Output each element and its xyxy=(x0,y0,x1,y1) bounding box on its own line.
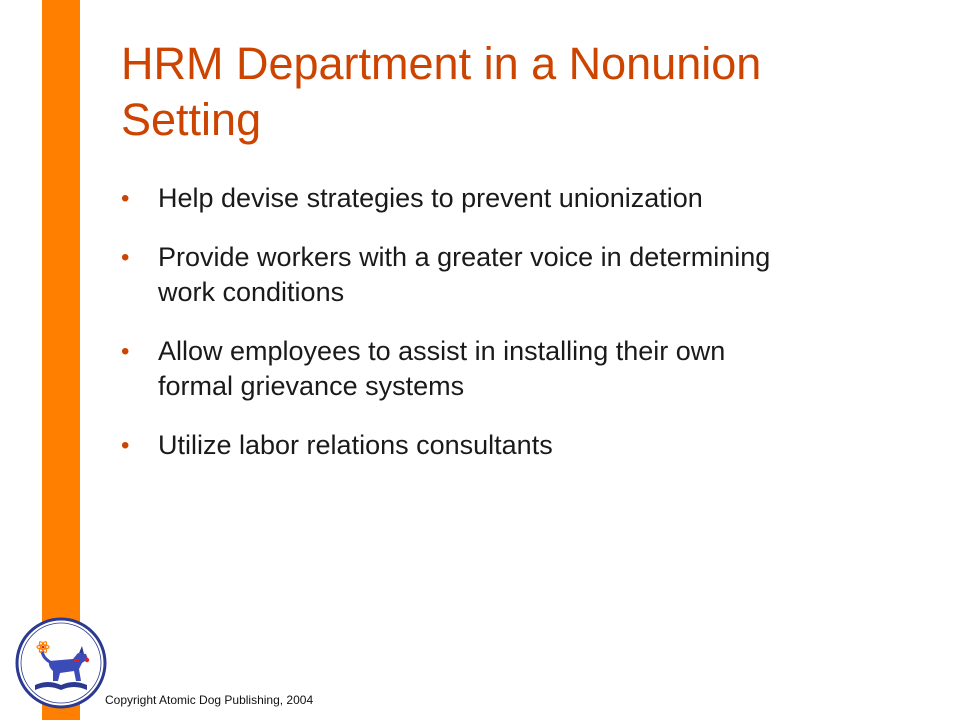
bullet-text-line: Utilize labor relations consultants xyxy=(158,430,553,460)
atomic-dog-logo-icon xyxy=(15,617,107,709)
bullet-text-line: Help devise strategies to prevent unionization xyxy=(158,183,703,213)
bullet-item xyxy=(121,428,901,463)
bullet-marker-icon: • xyxy=(121,244,130,271)
bullet-item xyxy=(121,334,901,404)
accent-side-bar xyxy=(42,0,80,720)
bullet-text-line: formal grievance systems xyxy=(158,371,465,401)
bullet-text-line: work conditions xyxy=(158,277,345,307)
bullet-list xyxy=(121,181,901,487)
copyright-text: Copyright Atomic Dog Publishing, 2004 xyxy=(105,693,314,707)
bullet-text-line: Allow employees to assist in installing their own xyxy=(158,336,726,366)
bullet-text-line: Provide workers with a greater voice in determining xyxy=(158,242,771,272)
bullet-marker-icon: • xyxy=(121,338,130,365)
slide-title xyxy=(121,36,921,148)
bullet-item xyxy=(121,181,901,216)
bullet-item xyxy=(121,240,901,310)
slide-title-line-1: HRM Department in a Nonunion xyxy=(121,38,762,89)
bullet-marker-icon: • xyxy=(121,432,130,459)
slide-title-line-2: Setting xyxy=(121,94,262,145)
bullet-marker-icon: • xyxy=(121,185,130,212)
